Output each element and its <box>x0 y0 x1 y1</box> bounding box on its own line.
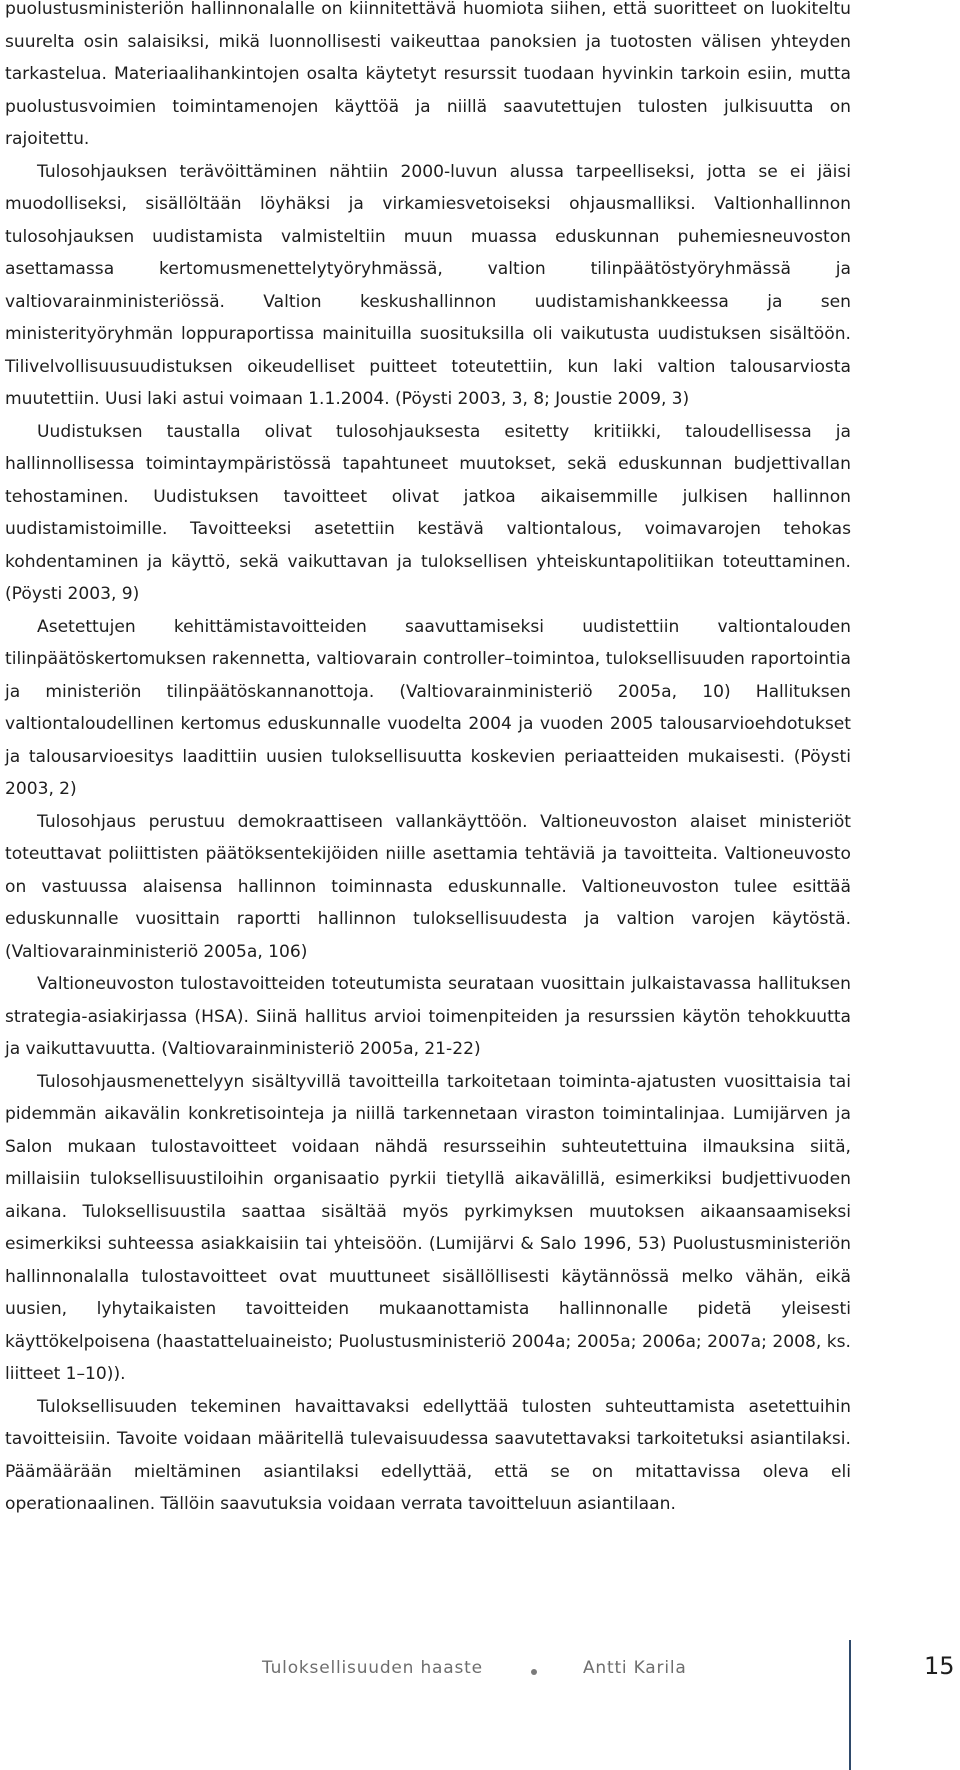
body-text <box>5 0 851 1521</box>
footer-divider <box>849 1640 851 1770</box>
page-number: 15 <box>924 1652 955 1680</box>
paragraph-2: Tulosohjauksen terävöittäminen nähtiin 2000-luvun alussa tarpeelliseksi, jotta se ei jäisi muodolliseksi, sisällöltään löyhäksi ja virkamiesvetoiseksi ohjausmalliksi. Valtionhallinnon tulosohjauksen uudistamista valmisteltiin muun muassa eduskunnan puhemiesneuvoston asettamassa kertomusmenettelytyöryhmässä, valtion tilinpäätöstyöryhmässä ja valtiovarainministeriössä. Valtion keskushallinnon uudistamishankkeessa ja sen ministerityöryhmän loppuraportissa mainituilla suosituksilla oli vaikutusta uudistuksen sisältöön. Tilivelvollisuusuudistuksen oikeudelliset puitteet toteutettiin, kun laki valtion talousarviosta muutettiin. Uusi laki astui voimaan 1.1.2004. (Pöysti 2003, 3, 8; Joustie 2009, 3) <box>5 161 851 409</box>
footer-author: Antti Karila <box>583 1658 687 1678</box>
paragraph-5: Tulosohjaus perustuu demokraattiseen vallankäyttöön. Valtioneuvoston alaiset ministeriöt toteuttavat poliittisten päätöksentekijöiden niille asettamia tehtäviä ja tavoitteita. Valtioneuvosto on vastuussa alaisensa hallinnon toiminnasta eduskunnalle. Valtioneuvoston tulee esittää eduskunnalle vuosittain raportti hallinnon tuloksellisuudesta ja valtion varojen käytöstä. (Valtiovarainministeriö 2005a, 106) <box>5 811 851 962</box>
bullet-separator-icon <box>531 1669 537 1675</box>
page-footer <box>0 1640 960 1770</box>
footer-title: Tuloksellisuuden haaste <box>262 1658 483 1678</box>
paragraph-1: puolustusministeriön hallinnonalalle on kiinnitettävä huomiota siihen, että suoritteet on luokiteltu suurelta osin salaisiksi, mikä luonnollisesti vaikeuttaa panoksien ja tuotosten välisen yhteyden tarkastelua. Materiaalihankintojen osalta käytetyt resurssit tuodaan hyvinkin tarkoin esiin, mutta puolustusvoimien toimintamenojen käyttöä ja niillä saavutettujen tulosten julkisuutta on rajoitettu. <box>5 0 851 149</box>
paragraph-4: Asetettujen kehittämistavoitteiden saavuttamiseksi uudistettiin valtiontalouden tilinpäätöskertomuksen rakennetta, valtiovarain controller–toimintoa, tuloksellisuuden raportointia ja ministeriön tilinpäätöskannanottoja. (Valtiovarainministeriö 2005a, 10) Hallituksen valtiontaloudellinen kertomus eduskunnalle vuodelta 2004 ja vuoden 2005 talousarvioehdotukset ja talousarvioesitys laadittiin uusien tuloksellisuutta koskevien periaatteiden mukaisesti. (Pöysti 2003, 2) <box>5 616 851 799</box>
paragraph-8: Tuloksellisuuden tekeminen havaittavaksi edellyttää tulosten suhteuttamista asetettuihin tavoitteisiin. Tavoite voidaan määritellä tulevaisuudessa saavutettavaksi tarkoitetuksi asiantilaksi. Päämäärään mieltäminen asiantilaksi edellyttää, että se on mitattavissa oleva eli operationaalinen. Tällöin saavutuksia voidaan verrata tavoitteluun asiantilaan. <box>5 1396 851 1514</box>
paragraph-3: Uudistuksen taustalla olivat tulosohjauksesta esitetty kritiikki, taloudellisessa ja hallinnollisessa toimintaympäristössä tapahtuneet muutokset, sekä eduskunnan budjettivallan tehostaminen. Uudistuksen tavoitteet olivat jatkoa aikaisemmille julkisen hallinnon uudistamistoimille. Tavoitteeksi asetettiin kestävä valtiontalous, voimavarojen tehokas kohdentaminen ja käyttö, sekä vaikuttavan ja tuloksellisen yhteiskuntapolitiikan toteuttaminen. (Pöysti 2003, 9) <box>5 421 851 604</box>
paragraph-6: Valtioneuvoston tulostavoitteiden toteutumista seurataan vuosittain julkaistavassa hallituksen strategia-asiakirjassa (HSA). Siinä hallitus arvioi toimenpiteiden ja resurssien käytön tehokkuutta ja vaikuttavuutta. (Valtiovarainministeriö 2005a, 21-22) <box>5 974 851 1059</box>
paragraph-7: Tulosohjausmenettelyyn sisältyvillä tavoitteilla tarkoitetaan toiminta-ajatusten vuosittaisia tai pidemmän aikavälin konkretisointeja ja niillä tarkennetaan viraston toimintalinjaa. Lumijärven ja Salon mukaan tulostavoitteet voidaan nähdä resursseihin suhteutettuina ilmauksina siitä, millaisiin tuloksellisuustiloihin organisaatio pyrkii tietyllä aikavälillä, esimerkiksi budjettivuoden aikana. Tuloksellisuustila saattaa sisältää myös pyrkimyksen muutoksen aikaansaamiseksi esimerkiksi suhteessa asiakkaisiin tai yhteisöön. (Lumijärvi & Salo 1996, 53) Puolustusministeriön hallinnonalalla tulostavoitteet ovat muuttuneet sisällöllisesti käytännössä melko vähän, eikä uusien, lyhytaikaisten tavoitteiden mukaanottamista hallinnonalle pidetä yleisesti käyttökelpoisena (haastatteluaineisto; Puolustusministeriö 2004a; 2005a; 2006a; 2007a; 2008, ks. liitteet 1–10)). <box>5 1071 851 1384</box>
